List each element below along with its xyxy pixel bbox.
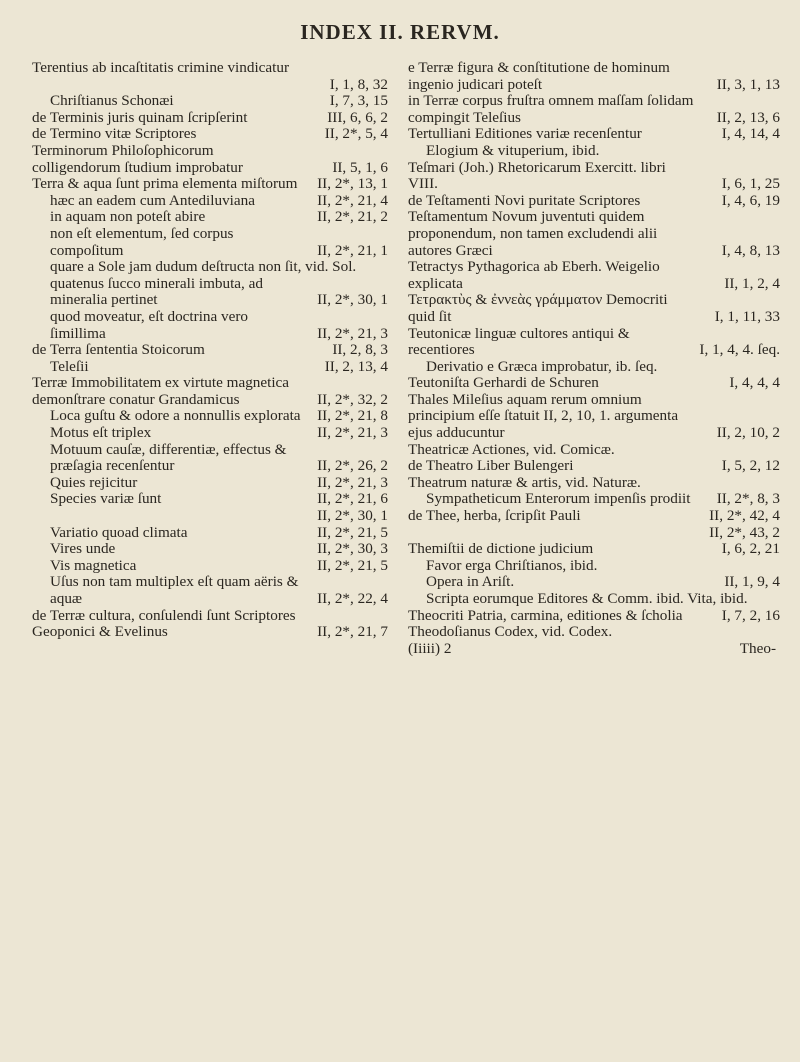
- index-entry: [408, 508, 780, 525]
- entry-reference: II, 2*, 21, 3: [317, 424, 388, 442]
- entry-text: Terra & aqua ſunt prima elementa miſtorum: [32, 175, 298, 193]
- entry-text: Teutonicæ linguæ cultores antiqui & recentiores: [408, 324, 630, 359]
- entry-text: Scripta eorumque Editores & Comm. ibid. Vita, ibid.: [426, 590, 748, 607]
- index-entry: [32, 309, 388, 342]
- entry-text: Species variæ ſunt: [50, 490, 162, 508]
- index-entry: [32, 259, 388, 276]
- entry-text: Teſtamentum Novum juventuti quidem proponendum, non tamen excludendi alii autores Græci: [408, 208, 658, 259]
- entry-reference: II, 2*, 42, 4: [709, 507, 780, 525]
- entry-reference: II, 2*, 30, 3: [317, 540, 388, 558]
- entry-text: in aquam non poteſt abire: [50, 208, 206, 226]
- entry-text: quatenus ſucco minerali imbuta, ad mineralia pertinet: [50, 274, 263, 309]
- index-entry: [32, 126, 388, 143]
- index-entry: [32, 93, 388, 110]
- entry-reference: II, 3, 1, 13: [716, 75, 780, 93]
- entry-text: Terentius ab incaſtitatis crimine vindicatur: [32, 59, 290, 76]
- index-entry: [32, 475, 388, 492]
- entry-text: de Termino vitæ Scriptores: [32, 125, 197, 143]
- entry-text: Quies rejicitur: [50, 473, 138, 491]
- page-title: INDEX II. RERVM.: [300, 20, 500, 44]
- entry-reference: II, 2*, 43, 2: [709, 523, 780, 541]
- entry-reference: I, 1, 4, 4. ſeq.: [699, 341, 780, 359]
- index-entry: [408, 525, 780, 542]
- entry-reference: I, 7, 2, 16: [721, 606, 780, 624]
- catchword: Theo-: [739, 639, 776, 657]
- entry-text: Terminorum Philoſophicorum colligendorum ſtudium improbatur: [32, 141, 243, 176]
- index-entry: [32, 608, 388, 641]
- index-entry: [408, 209, 780, 259]
- index-entry: [408, 375, 780, 392]
- entry-reference: I, 6, 1, 25: [721, 175, 780, 193]
- index-entry: [408, 143, 780, 160]
- entry-reference: II, 1, 2, 4: [724, 274, 780, 292]
- right-column: [408, 60, 780, 657]
- index-entry: [408, 458, 780, 475]
- signature-mark: (Iiiii) 2: [408, 639, 452, 657]
- index-entry: [408, 292, 780, 325]
- entry-text: e Terræ figura & conſtitutione de hominum ingenio judicari poteſt: [408, 59, 670, 93]
- entry-text: Theodoſianus Codex, vid. Codex.: [408, 623, 613, 641]
- index-entry: [408, 558, 780, 575]
- entry-reference: II, 2*, 21, 6: [317, 490, 388, 508]
- entry-text: Elogium & vituperium, ibid.: [426, 141, 600, 159]
- entry-text: de Terminis juris quinam ſcripſerint: [32, 108, 248, 126]
- index-entry: [408, 93, 780, 126]
- index-entry: [408, 126, 780, 143]
- entry-reference: II, 2*, 21, 5: [317, 523, 388, 541]
- entry-reference: II, 2*, 21, 4: [317, 191, 388, 209]
- index-entry: [32, 558, 388, 575]
- entry-text: quod moveatur, eſt doctrina vero ſimillima: [50, 307, 249, 342]
- index-entry: [408, 491, 780, 508]
- left-column: [32, 60, 388, 641]
- index-entry: [32, 442, 388, 475]
- entry-text: Terræ Immobilitatem ex virtute magnetica demonſtrare conatur Grandamicus: [32, 374, 290, 408]
- entry-text: de Teſtamenti Novi puritate Scriptores: [408, 191, 641, 209]
- index-entry: [32, 226, 388, 259]
- index-entry: [32, 176, 388, 193]
- entry-text: non eſt elementum, ſed corpus compoſitum: [50, 224, 234, 259]
- entry-text: in Terræ corpus fruſtra omnem maſſam ſolidam compingit Teleſius: [408, 92, 694, 126]
- index-entry: [408, 591, 780, 608]
- entry-reference: II, 2*, 30, 1: [317, 291, 388, 309]
- entry-reference: I, 4, 4, 4: [729, 374, 780, 392]
- entry-text: de Terræ cultura, conſulendi ſunt Scriptores Geoponici & Evelinus: [32, 606, 296, 641]
- entry-text: Motuum cauſæ, differentiæ, effectus & præſagia recenſentur: [50, 440, 287, 475]
- page-footer: [408, 641, 780, 658]
- index-entry: [32, 60, 388, 77]
- entry-reference: II, 2*, 22, 4: [317, 590, 388, 607]
- index-entry: [32, 525, 388, 542]
- index-entry: [32, 541, 388, 558]
- index-entry: [32, 342, 388, 359]
- index-entry: [32, 359, 388, 376]
- entry-reference: I, 1, 8, 32: [329, 75, 388, 93]
- entry-reference: II, 5, 1, 6: [332, 158, 388, 176]
- entry-reference: II, 2, 10, 2: [716, 424, 780, 442]
- index-entry: [408, 60, 780, 93]
- index-entry: [32, 375, 388, 408]
- entry-text: Motus eſt triplex: [50, 424, 152, 442]
- entry-reference: II, 2, 8, 3: [332, 341, 388, 359]
- entry-reference: II, 2*, 13, 1: [317, 175, 388, 193]
- entry-reference: I, 4, 8, 13: [721, 241, 780, 259]
- entry-text: Theatrum naturæ & artis, vid. Naturæ.: [408, 473, 641, 491]
- entry-text: Opera in Ariſt.: [426, 573, 515, 591]
- entry-reference: II, 2*, 8, 3: [716, 490, 780, 508]
- entry-text: Sympatheticum Enterorum impenſis prodiit: [426, 490, 691, 508]
- entry-text: Tetractys Pythagorica ab Eberh. Weigelio explicata: [408, 258, 660, 292]
- index-entry: [32, 193, 388, 210]
- index-entry: [32, 491, 388, 508]
- entry-reference: II, 2*, 21, 5: [317, 556, 388, 574]
- entry-reference: II, 2*, 32, 2: [317, 390, 388, 408]
- entry-text: hæc an eadem cum Antediluviana: [50, 191, 255, 209]
- entry-reference: II, 2, 13, 6: [716, 108, 780, 126]
- entry-text: Teutoniſta Gerhardi de Schuren: [408, 374, 599, 392]
- entry-text: Themiſtii de dictione judicium: [408, 540, 594, 558]
- entry-text: quare a Sole jam dudum deſtructa non ſit, vid. Sol.: [50, 258, 357, 276]
- index-entry: [408, 392, 780, 442]
- index-entry: [408, 475, 780, 492]
- index-entry: [408, 359, 780, 376]
- index-entry: [408, 326, 780, 359]
- entry-reference: II, 2*, 21, 1: [317, 241, 388, 259]
- entry-reference: II, 1, 9, 4: [724, 573, 780, 591]
- entry-text: Favor erga Chriſtianos, ibid.: [426, 556, 598, 574]
- index-entry: [408, 574, 780, 591]
- entry-text: Uſus non tam multiplex eſt quam aëris & aquæ: [50, 573, 299, 607]
- index-entry: [32, 574, 388, 607]
- index-entry: [32, 408, 388, 425]
- entry-reference: I, 6, 2, 21: [721, 540, 780, 558]
- entry-reference: I, 7, 3, 15: [329, 92, 388, 110]
- index-entry: [408, 624, 780, 641]
- index-entry: [408, 541, 780, 558]
- entry-text: Derivatio e Græca improbatur, ib. ſeq.: [426, 357, 658, 375]
- index-entry: [32, 110, 388, 127]
- entry-text: Theatricæ Actiones, vid. Comicæ.: [408, 440, 615, 458]
- index-entry: [408, 442, 780, 459]
- entry-reference: II, 2*, 26, 2: [317, 457, 388, 475]
- entry-text: de Thee, herba, ſcripſit Pauli: [408, 507, 581, 525]
- entry-text: de Terra ſententia Stoicorum: [32, 341, 205, 359]
- entry-reference: I, 1, 11, 33: [714, 307, 780, 325]
- entry-text: de Theatro Liber Bulengeri: [408, 457, 574, 475]
- entry-text: Theocriti Patria, carmina, editiones & ſcholia: [408, 606, 683, 624]
- index-entry: [32, 508, 388, 525]
- entry-text: Teleſii: [50, 357, 89, 375]
- entry-reference: II, 2*, 5, 4: [324, 125, 388, 143]
- entry-text: Vis magnetica: [50, 556, 137, 574]
- entry-text: Τετρακτὺς & ἐννεὰς γράμματον Democriti quid ſit: [408, 291, 668, 325]
- entry-reference: II, 2*, 21, 7: [317, 623, 388, 641]
- index-entry: [32, 209, 388, 226]
- entry-text: Teſmari (Joh.) Rhetoricarum Exercitt. libri VIII.: [408, 158, 666, 193]
- entry-reference: I, 5, 2, 12: [721, 457, 780, 475]
- entry-reference: II, 2, 13, 4: [324, 357, 388, 375]
- entry-reference: II, 2*, 30, 1: [317, 507, 388, 525]
- entry-text: Tertulliani Editiones variæ recenſentur: [408, 125, 642, 143]
- entry-reference: II, 2*, 21, 2: [317, 208, 388, 226]
- entry-text: Loca guſtu & odore a nonnullis explorata: [50, 407, 301, 425]
- entry-reference: II, 2*, 21, 3: [317, 324, 388, 342]
- index-entry: [32, 77, 388, 94]
- index-entry: [408, 608, 780, 625]
- entry-reference: I, 4, 14, 4: [721, 125, 780, 143]
- entry-reference: I, 4, 6, 19: [721, 191, 780, 209]
- index-entry: [32, 276, 388, 309]
- entry-text: Thales Mileſius aquam rerum omnium principium eſſe ſtatuit II, 2, 10, 1. argumenta ejus adducuntur: [408, 390, 679, 442]
- index-entry: [32, 425, 388, 442]
- index-entry: [32, 143, 388, 176]
- entry-text: Vires unde: [50, 540, 116, 558]
- entry-reference: III, 6, 6, 2: [327, 108, 388, 126]
- entry-text: Chriſtianus Schonæi: [50, 92, 174, 110]
- entry-reference: II, 2*, 21, 8: [317, 407, 388, 425]
- index-entry: [408, 259, 780, 292]
- index-entry: [408, 160, 780, 193]
- entry-reference: II, 2*, 21, 3: [317, 473, 388, 491]
- entry-text: Variatio quoad climata: [50, 523, 188, 541]
- index-entry: [408, 193, 780, 210]
